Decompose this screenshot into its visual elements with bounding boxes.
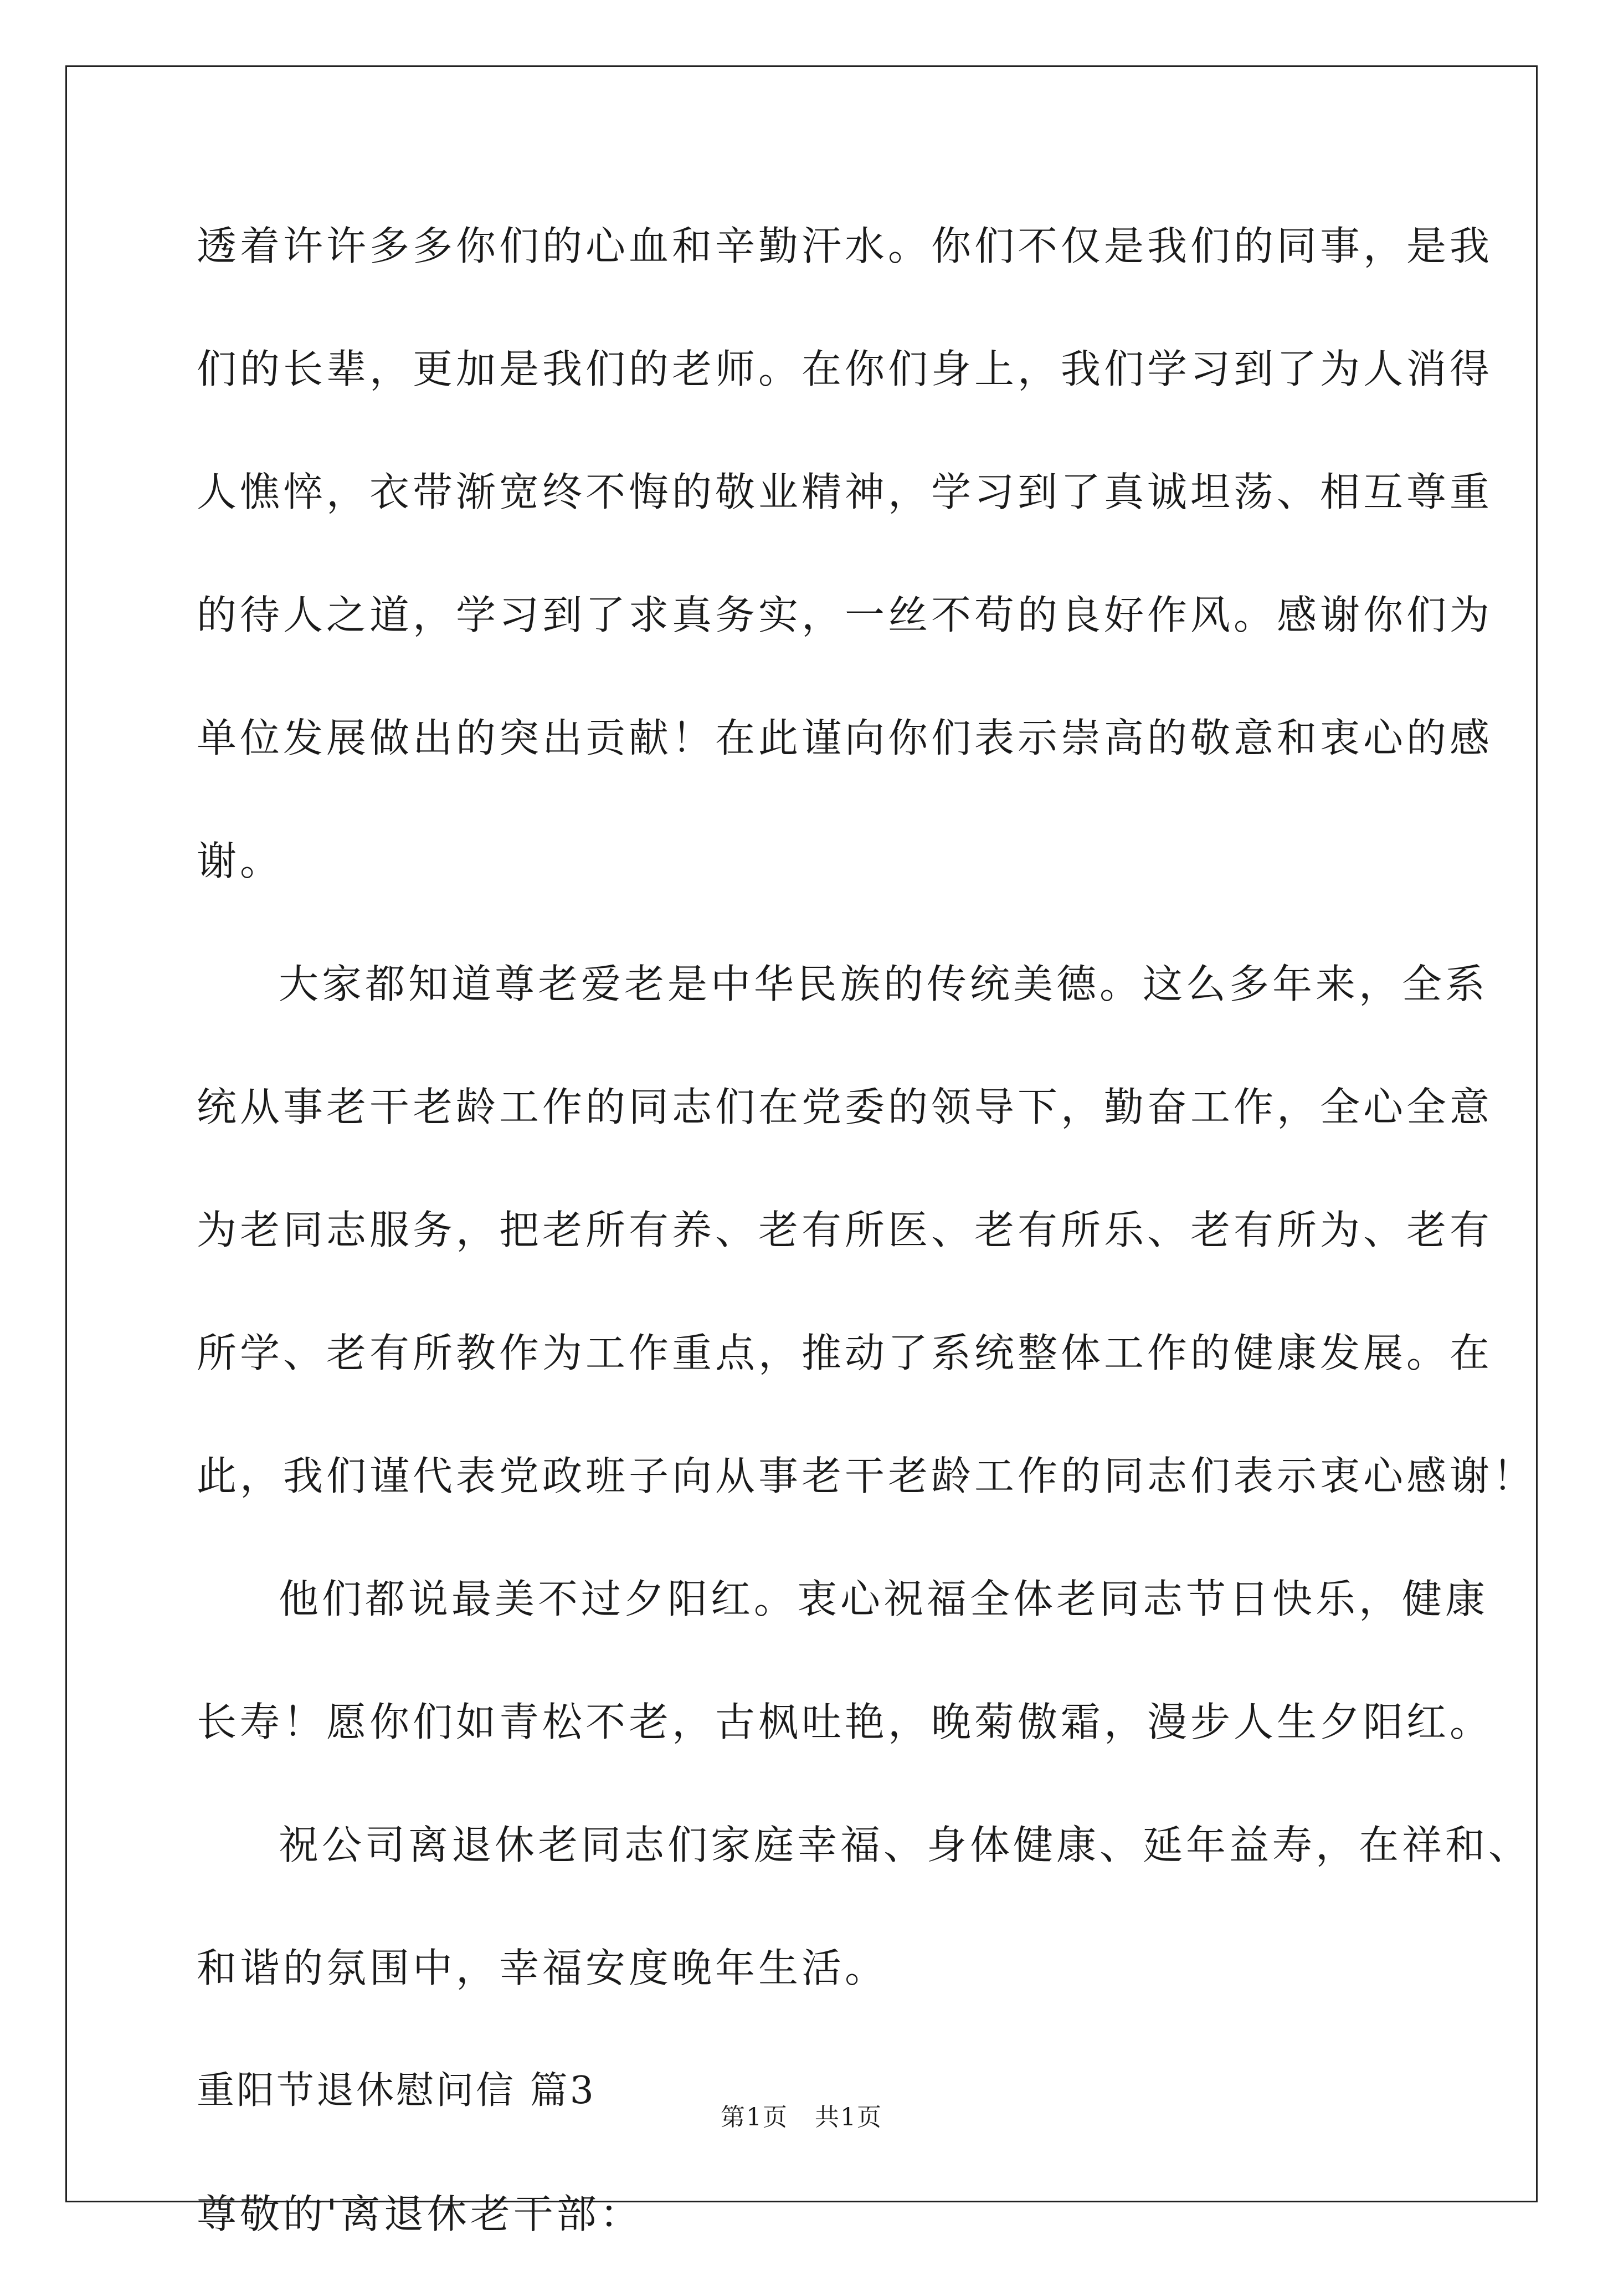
paragraph-line: 人憔悴，衣带渐宽终不悔的敬业精神，学习到了真诚坦荡、相互尊重 [197,469,1493,515]
paragraph-line: 长寿！愿你们如青松不老，古枫吐艳，晚菊傲霜，漫步人生夕阳红。 [197,1699,1493,1745]
paragraph-line: 此，我们谨代表党政班子向从事老干老龄工作的同志们表示衷心感谢！ [197,1453,1537,1499]
paragraph-line: 单位发展做出的突出贡献！在此谨向你们表示崇高的敬意和衷心的感 [197,715,1493,761]
page-total: 共1页 [815,2103,882,2131]
paragraph-line: 的待人之道，学习到了求真务实，一丝不苟的良好作风。感谢你们为 [197,592,1493,638]
salutation-line: 尊敬的'离退休老干部： [197,2191,643,2237]
document-body [197,205,1537,2296]
paragraph-line: 所学、老有所教作为工作重点，推动了系统整体工作的健康发展。在 [197,1330,1493,1376]
paragraph-line: 谢。 [197,838,284,884]
paragraph-line: 为老同志服务，把老所有养、老有所医、老有所乐、老有所为、老有 [197,1207,1493,1253]
paragraph-line: 和谐的氛围中，幸福安度晚年生活。 [197,1945,888,1991]
section-heading: 重阳节退休慰问信 篇3 [197,2069,596,2113]
paragraph-line: 他们都说最美不过夕阳红。衷心祝福全体老同志节日快乐，健康 [279,1576,1489,1622]
paragraph-line: 祝公司离退休老同志们家庭幸福、身体健康、延年益寿，在祥和、 [279,1822,1532,1868]
page-number: 第1页 [721,2103,788,2131]
paragraph-line: 们的长辈，更加是我们的老师。在你们身上，我们学习到了为人消得 [197,346,1493,392]
paragraph-line: 大家都知道尊老爱老是中华民族的传统美德。这么多年来，全系 [279,961,1489,1007]
paragraph-line: 透着许许多多你们的心血和辛勤汗水。你们不仅是我们的同事，是我 [197,223,1493,269]
paragraph-line: 统从事老干老龄工作的同志们在党委的领导下，勤奋工作，全心全意 [197,1084,1493,1130]
page-footer [0,2097,1603,2133]
